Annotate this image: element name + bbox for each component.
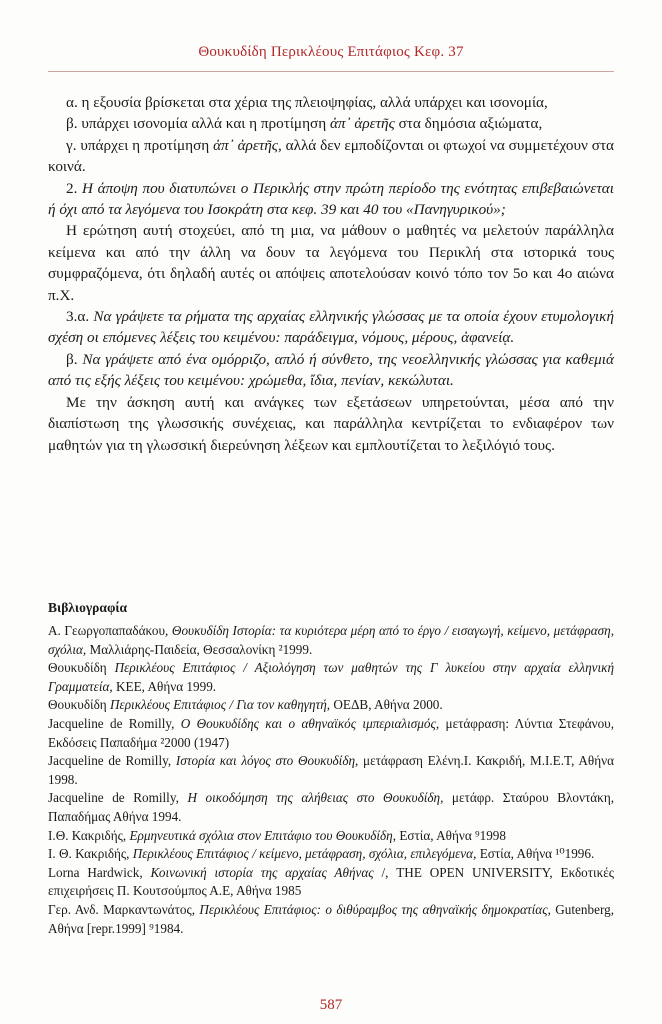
- page-number: 587: [319, 997, 343, 1013]
- bibliography-entry: Θουκυδίδη Περικλέους Επιτάφιος / Αξιολόγηση των μαθητών της Γ λυκείου στην αρχαία ελληνική Γραμματεία, ΚΕΕ, Αθήνα 1999.: [48, 660, 614, 694]
- paragraph-answer-c: γ. υπάρχει η προτίμηση ἀπ᾽ ἀρετῆς, αλλά δεν εμποδίζονται οι φτωχοί να συμμετέχουν στα κοινά.: [48, 136, 614, 176]
- bibliography-list: [48, 622, 614, 938]
- bibliography-entry: Lorna Hardwick, Κοινωνική ιστορία της αρχαίας Αθήνας /, THE OPEN UNIVERSITY, Εκδοτικές επιχειρήσεις Π. Κουτσούμπος Α.Ε, Αθήνα 1985: [48, 864, 615, 899]
- question-2: 2. Η άποψη που διατυπώνει ο Περικλής στην πρώτη περίοδο της ενότητας επιβεβαιώνεται ή όχι από τα λεγόμενα του Ισοκράτη στα κεφ. 39 και 40 του «Πανηγυρικού»;: [48, 179, 614, 219]
- bibliography-entry: Jacqueline de Romilly, Ιστορία και λόγος στο Θουκυδίδη, μετάφραση Ελένη.Ι. Κακριδή, Μ.Ι.Ε.Τ, Αθήνα 1998.: [48, 753, 614, 787]
- running-header: Θουκυδίδη Περικλέους Επιτάφιος Κεφ. 37: [198, 44, 464, 60]
- question-3a: 3.α. Να γράψετε τα ρήματα της αρχαίας ελληνικής γλώσσας με τα οποία έχουν ετυμολογική σχέση οι επόμενες λέξεις του κειμένου: παράδειγμα, νόμους, μέρους, ἀφανείᾳ.: [48, 308, 614, 347]
- bibliography-heading: Βιβλιογραφία: [48, 600, 128, 615]
- paragraph-commentary-2: Η ερώτηση αυτή στοχεύει, από τη μια, να μάθουν ο μαθητές να μελετούν παράλληλα κείμενα και από την άλλη να δουν τα λεγόμενα του Περικλή στα ιστορικά τους συμφραζόμενα, ότι δηλαδή αυτές οι απόψεις αποτελούσαν κοινό τόπο τον 5ο και 4ο αιώνα π.Χ.: [48, 222, 614, 304]
- paragraph-answer-a: α. η εξουσία βρίσκεται στα χέρια της πλειοψηφίας, αλλά υπάρχει και ισονομία,: [66, 94, 548, 111]
- bibliography-entry: Ι.Θ. Κακριδής, Ερμηνευτικά σχόλια στον Επιτάφιο του Θουκυδίδη, Εστία, Αθήνα ⁹1998: [48, 827, 506, 843]
- paragraph-commentary-3: Με την άσκηση αυτή και ανάγκες των εξετάσεων υπηρετούνται, μέσα από την διαπίστωση της γλωσσικής συνέχειας, και παράλληλα κεντρίζεται το ενδιαφέρον των μαθητών για τη γλωσσική διερεύνηση λέξεων και εμπλουτίζεται το λεξιλόγιό τους.: [48, 393, 614, 454]
- paragraph-answer-b: β. υπάρχει ισονομία αλλά και η προτίμηση ἀπ᾽ ἀρετῆς στα δημόσια αξιώματα,: [66, 115, 543, 133]
- bibliography-entry: Θουκυδίδη Περικλέους Επιτάφιος / Για τον καθηγητή, ΟΕΔΒ, Αθήνα 2000.: [48, 697, 443, 713]
- body-text: [48, 92, 614, 456]
- question-3b: β. Να γράψετε από ένα ομόρριζο, απλό ή σύνθετο, της νεοελληνικής γλώσσας για καθεμιά από τις εξής λέξεις του κειμένου: χρώμεθα, ἴδια, πενίαν, κεκώλυται.: [48, 350, 614, 390]
- bibliography-entry: Jacqueline de Romilly, Η οικοδόμηση της αλήθειας στο Θουκυδίδη, μετάφρ. Σταύρου Βλοντάκη, Παπαδήμας Αθήνα 1994.: [48, 790, 615, 824]
- header-rule: [48, 71, 614, 72]
- bibliography-entry: Jacqueline de Romilly, Ο Θουκυδίδης και ο αθηναϊκός ιμπεριαλισμός, μετάφραση: Λύντια Στεφάνου, Εκδόσεις Παπαδήμα ²2000 (1947): [48, 715, 614, 750]
- bibliography-entry: Α. Γεωργοπαπαδάκου, Θουκυδίδη Ιστορία: τα κυριότερα μέρη από το έργο / εισαγωγή, κείμενο, μετάφραση, σχόλια, Μαλλιάρης-Παιδεία, Θεσσαλονίκη ²1999.: [48, 623, 614, 657]
- bibliography-entry: Ι. Θ. Κακριδής, Περικλέους Επιτάφιος / κείμενο, μετάφραση, σχόλια, επιλεγόμενα, Εστία, Αθήνα ¹⁰1996.: [48, 846, 595, 862]
- bibliography-entry: Γερ. Ανδ. Μαρκαντωνάτος, Περικλέους Επιτάφιος: ο διθύραμβος της αθηναϊκής δημοκρατίας, Gutenberg, Αθήνα [repr.1999] ⁹1984.: [48, 901, 614, 936]
